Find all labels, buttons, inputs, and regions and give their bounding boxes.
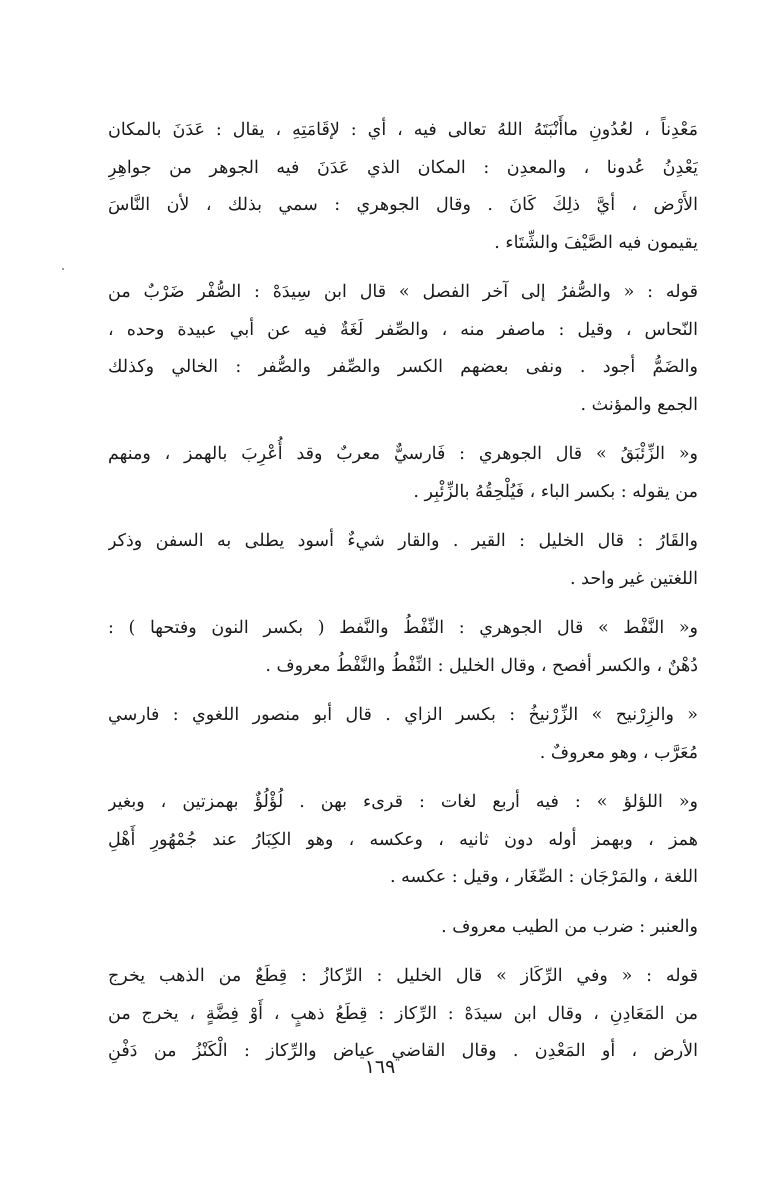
text-line: قوله : « والصُّفرُ إلى آخر الفصل » قال ابن سِيدَهْ : الصُّفْر ضَرْبٌ من <box>108 282 698 302</box>
paragraph-gap <box>108 262 698 274</box>
text-line: النّحاس ، وقيل : ماصفر منه ، والصِّفر لَغَةٌ فيه عن أبي عبيدة وحده ، <box>108 319 698 340</box>
text-line: والعنبر : ضرب من الطيب معروف . <box>441 916 698 937</box>
text-line: والقَارُ : قال الخليل : القير . والقار شيءٌ أسود يطلى به السفن وذكر <box>108 531 698 551</box>
paragraph-sufr <box>108 274 698 424</box>
text-line: همز ، وبهمز أوله دون ثانيه ، وعكسه ، وهو الكِبَارُ عند جُمْهُورِ أَهْلِ <box>108 829 698 850</box>
paragraph-gap <box>108 897 698 909</box>
text-line: يقيمون فيه الصَّيْفَ والشِّتَاء . <box>494 232 698 253</box>
paragraph-qar <box>108 523 698 598</box>
text-line: و« النَّفْط » قال الجوهري : النِّفْطُ والنَّفط ( بكسر النون وفتحها ) : <box>108 618 698 638</box>
paragraph-naft <box>108 610 698 685</box>
scan-speck <box>62 268 64 270</box>
paragraph-gap <box>108 511 698 523</box>
paragraph-gap <box>108 946 698 958</box>
paragraph-gap <box>108 685 698 697</box>
text-line: من المَعَادِنِ ، وقال ابن سيدَهْ : الرِّكاز : قِطَعُ ذهبٍ ، أَوْ فِضَّةٍ ، يخرج من <box>108 1003 698 1024</box>
paragraph-anbar <box>108 909 698 947</box>
text-line: اللغة ، والمَرْجَان : الصِّغَار ، وقيل : عكسه . <box>390 867 698 887</box>
text-line: الأَرْض ، أيَّ ذلِكَ كَانَ . وقال الجوهري : سمي بذلك ، لأن النَّاسَ <box>108 195 698 215</box>
paragraph-gap <box>108 772 698 784</box>
text-line: و« اللؤلؤ » : فيه أربع لغات : قرىء بهن . لُؤْلُؤٌ بهمزتين ، وبغير <box>108 792 698 812</box>
text-line: « والزِرْنيح » الزِّرْنيخُ : بكسر الزاي . قال أبو منصور اللغوي : فارسي <box>108 705 698 725</box>
text-line: يَعْدِنُ عُدونا ، والمعدِن : المكان الذي عَدَنَ فيه الجوهر من جواهِرِ <box>108 157 698 178</box>
text-line: والضَمُّ أجود . ونفى بعضهم الكسر والصِّفر والصُّفر : الخالي وكذلك <box>108 357 698 377</box>
text-line: الأرض ، أو المَعْدِن . وقال القاضي عياض والرِّكاز : الْكَنْزُ من دَفْنِ <box>108 1041 698 1061</box>
paragraph-lulu <box>108 784 698 897</box>
text-line: قوله : « وفي الرِّكَاز » قال الخليل : الرِّكازُ : قِطَعٌ من الذهب يخرج <box>108 966 698 986</box>
text-line: الجمع والمؤنث . <box>580 394 698 415</box>
paragraph-madin <box>108 112 698 262</box>
text-line: مُعَرَّب ، وهو معروفٌ . <box>539 742 698 763</box>
paragraph-gap <box>108 598 698 610</box>
paragraph-rikaz <box>108 958 698 1071</box>
text-line: دُهْنٌ ، والكسر أفصح ، وقال الخليل : النِّفْطُ والنَّفْطُ معروف . <box>265 655 698 676</box>
paragraph-zirnikh <box>108 697 698 772</box>
text-line: من يقوله : بكسر الباء ، فَيُلْحِقُهُ بالزِّئْبِر . <box>413 481 698 502</box>
text-line: اللغتين غير واحد . <box>570 568 698 589</box>
page-number: ١٦٩ <box>364 1056 396 1078</box>
text-line: و« الزِّئْبَقُ » قال الجوهري : فَارسيٌّ معربٌ وقد أُعْرِبَ بالهمز ، ومنهم <box>108 444 698 464</box>
paragraph-zibaq <box>108 436 698 511</box>
text-line: مَعْدِناً ، لعُدُونِ ماأَنْبَتَهُ اللهُ تعالى فيه ، أي : لإقَامَتِهِ ، يقال : عَدَنَ بالمكان <box>108 120 698 140</box>
paragraph-gap <box>108 424 698 436</box>
page-body <box>108 112 698 1071</box>
